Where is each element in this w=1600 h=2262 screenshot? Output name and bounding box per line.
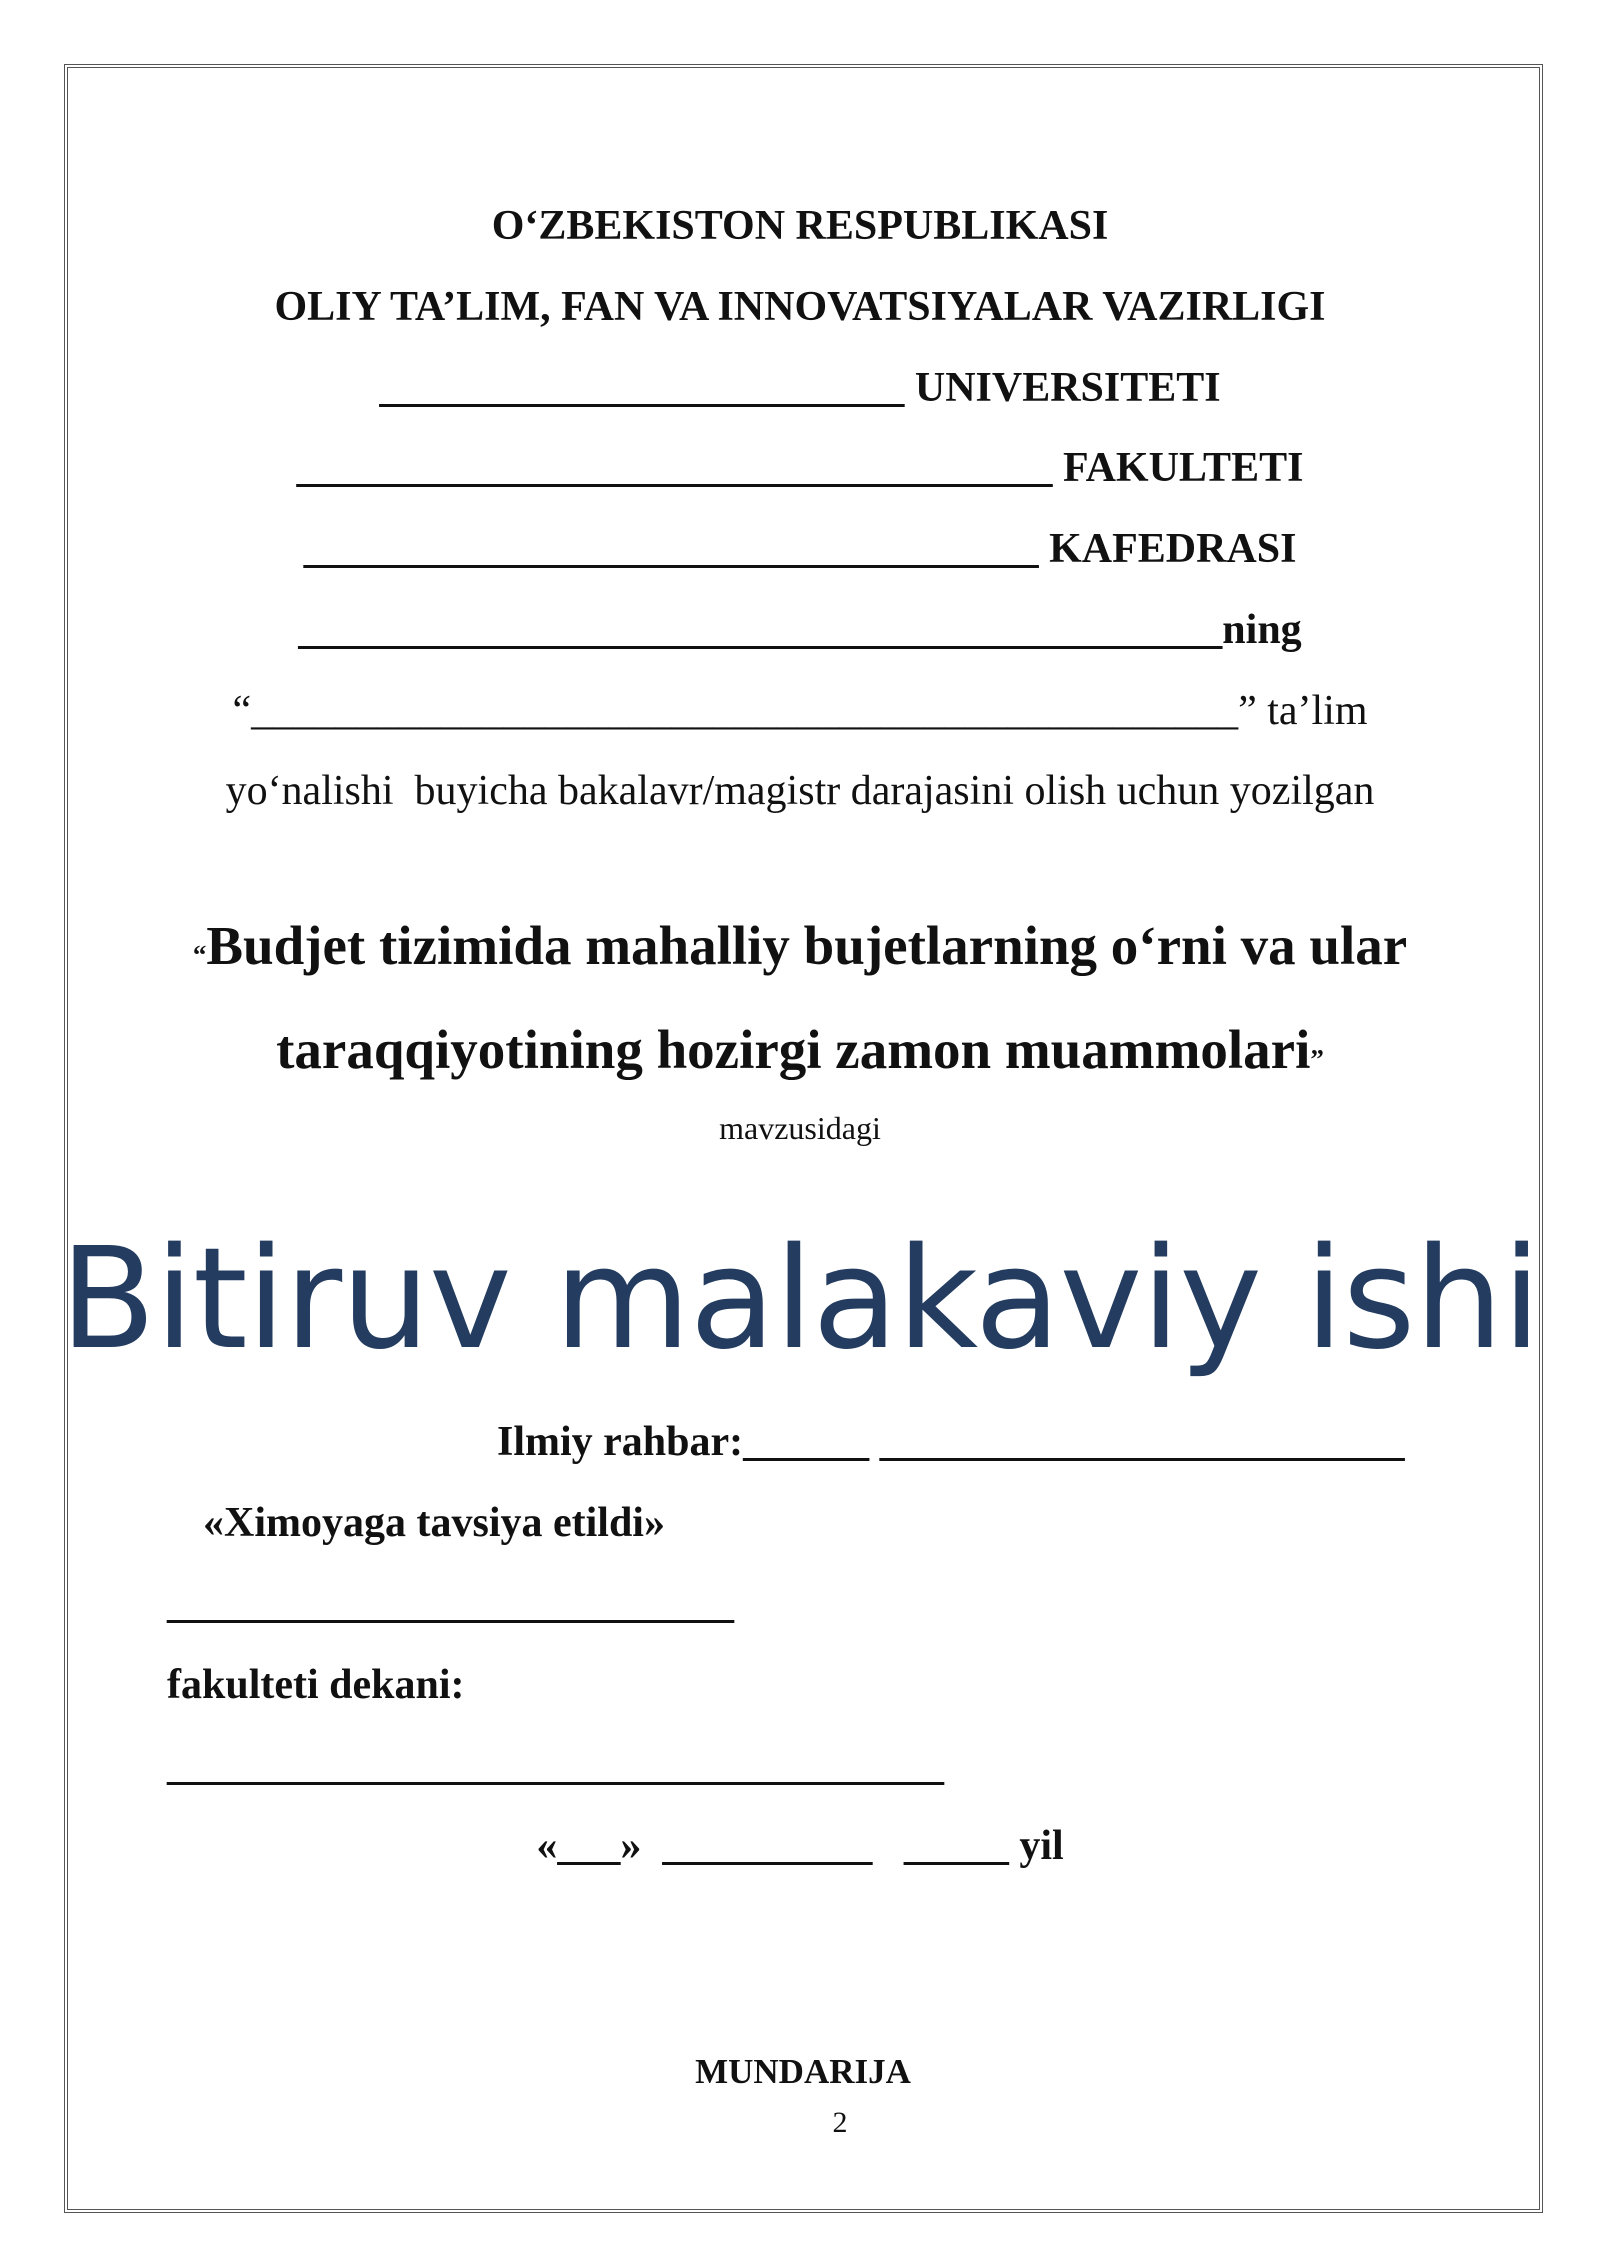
ministry-heading: OLIY TA’LIM, FAN VA INNOVATSIYALAR VAZIRLIGI [274,284,1326,330]
degree-line: yo‘nalishi buyicha bakalavr/magistr darajasini olish uchun yozilgan [225,768,1375,814]
topic-title-text-2: taraqqiyotining hozirgi zamon muammolari [276,1019,1311,1080]
student-name-line: ____________________________________________ning [298,607,1302,653]
contents-heading: MUNDARIJA [695,2052,911,2091]
recommended-line: «Ximoyaga tavsiya etildi» [203,1500,665,1546]
topic-caption: mavzusidagi [719,1110,881,1146]
open-quote: “ [192,940,207,970]
work-title: Bitiruv malakaviy ishi [59,1218,1541,1381]
close-quote: ” [1310,1044,1324,1074]
signature-blank-2: _____________________________________ [167,1743,944,1789]
university-line: _________________________ UNIVERSITETI [379,365,1221,411]
date-line: «___» __________ _____ yil [536,1823,1064,1869]
dean-label: fakulteti dekani: [167,1662,465,1708]
faculty-line: ____________________________________ FAKULTETI [296,445,1304,491]
topic-title-line-2 [0,1014,1600,1095]
republic-heading: O‘ZBEKISTON RESPUBLIKASI [491,203,1109,249]
department-line: ___________________________________ KAFEDRASI [303,526,1297,572]
topic-title-line-1 [0,910,1600,991]
supervisor-line: Ilmiy rahbar:______ _________________________ [497,1419,1405,1465]
signature-blank-1: ___________________________ [167,1581,734,1627]
page-number: 2 [832,2106,848,2139]
topic-title-text-1: Budjet tizimida mahalliy bujetlarning o‘rni va ular [206,915,1408,976]
direction-line: “_______________________________________________” ta’lim [232,688,1368,734]
